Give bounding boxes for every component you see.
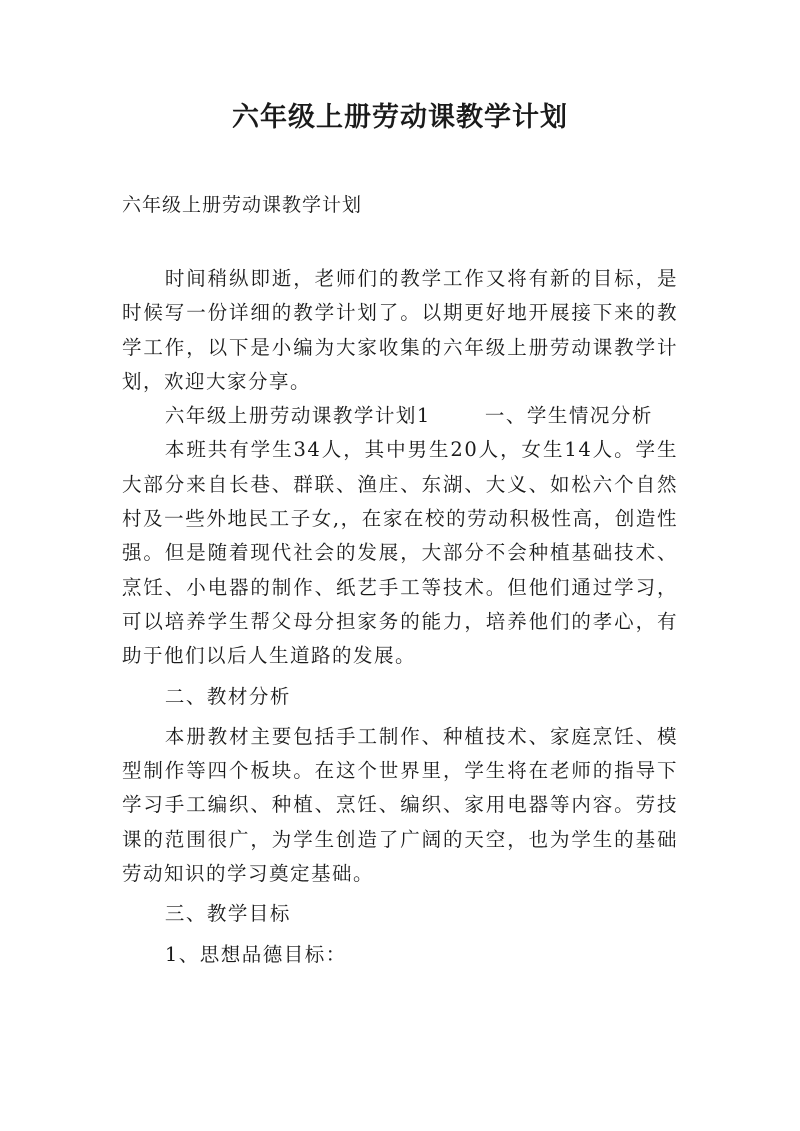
document-body — [122, 262, 678, 972]
section1-body: 本班共有学生34人，其中男生20人，女生14人。学生大部分来自长巷、群联、渔庄、东湖、大义、如松六个自然村及一些外地民工子女,，在家在校的劳动积极性高，创造性强。但是随着现代社会的发展，大部分不会种植基础技术、烹饪、小电器的制作、纸艺手工等技术。但他们通过学习，可以培养学生帮父母分担家务的能力，培养他们的孝心，有助于他们以后人生道路的发展。 — [122, 438, 678, 668]
heading-gap — [431, 399, 485, 433]
plan-heading-row — [122, 399, 678, 433]
section2-heading: 二、教材分析 — [164, 684, 291, 708]
document-subtitle: 六年级上册劳动课教学计划 — [122, 194, 363, 216]
section3-heading: 三、教学目标 — [164, 902, 291, 926]
document-title: 六年级上册劳动课教学计划 — [232, 102, 568, 133]
plan-heading: 六年级上册劳动课教学计划1 — [164, 404, 431, 428]
section2-body: 本册教材主要包括手工制作、种植技术、家庭烹饪、模型制作等四个板块。在这个世界里，学生将在老师的指导下学习手工编织、种植、烹饪、编织、家用电器等内容。劳技课的范围很广，为学生创造了广阔的天空，也为学生的基础劳动知识的学习奠定基础。 — [122, 724, 678, 886]
section1-heading: 一、学生情况分析 — [484, 404, 653, 428]
intro-paragraph: 时间稍纵即逝，老师们的教学工作又将有新的目标，是时候写一份详细的教学计划了。以期更好地开展接下来的教学工作，以下是小编为大家收集的六年级上册劳动课教学计划，欢迎大家分享。 — [122, 267, 678, 393]
goal1-heading: 1、思想品德目标： — [164, 942, 347, 966]
